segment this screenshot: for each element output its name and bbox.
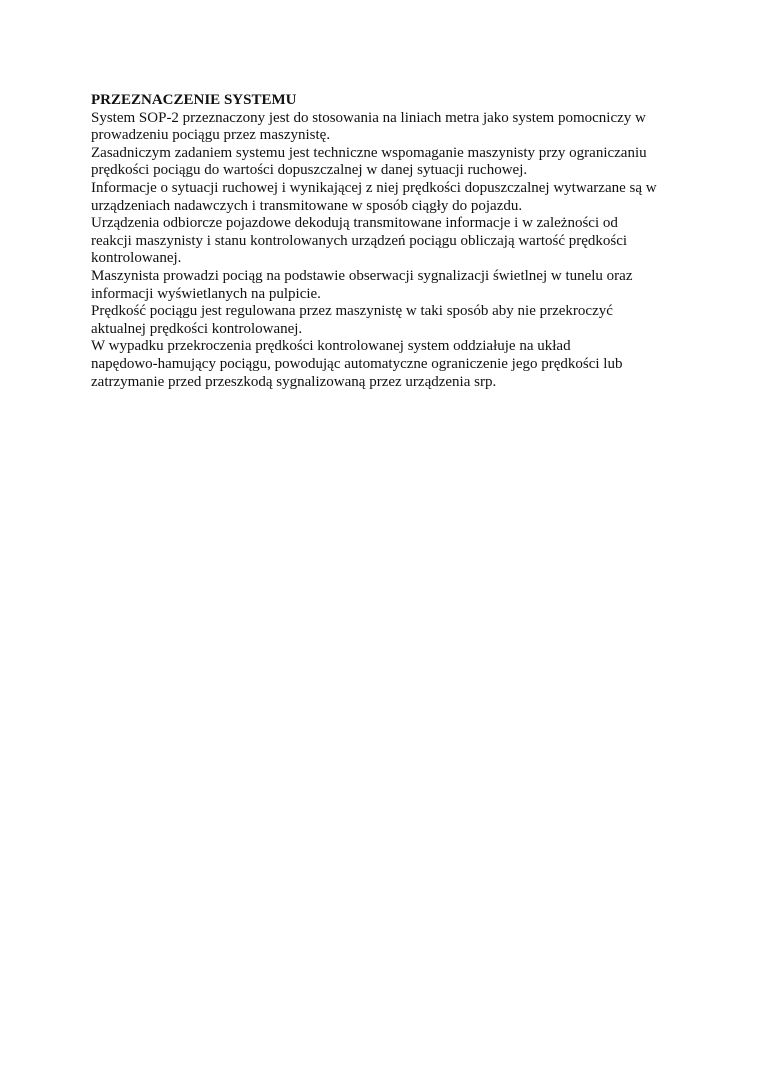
paragraph-line: Zasadniczym zadaniem systemu jest techniczne wspomaganie maszynisty przy ograniczaniu [91, 144, 647, 161]
section-heading: PRZEZNACZENIE SYSTEMU [91, 92, 297, 108]
paragraph-line: W wypadku przekroczenia prędkości kontrolowanej system oddziałuje na układ [91, 338, 571, 355]
paragraph-line: napędowo-hamujący pociągu, powodując automatyczne ograniczenie jego prędkości lub [91, 355, 623, 372]
paragraph-line: Urządzenia odbiorcze pojazdowe dekodują transmitowane informacje i w zależności od [91, 215, 618, 232]
paragraph-line: informacji wyświetlanych na pulpicie. [91, 285, 321, 302]
paragraph-purpose [91, 110, 681, 145]
paragraph-receiver-devices [91, 215, 681, 268]
paragraph-line: urządzeniach nadawczych i transmitowane w sposób ciągły do pojazdu. [91, 197, 523, 214]
paragraph-traffic-info [91, 180, 681, 215]
paragraph-overspeed-action [91, 338, 681, 391]
paragraph-line: Prędkość pociągu jest regulowana przez maszynistę w taki sposób aby nie przekroczyć [91, 303, 613, 320]
paragraph-line: prowadzeniu pociągu przez maszynistę. [91, 127, 331, 144]
paragraph-line: reakcji maszynisty i stanu kontrolowanych urządzeń pociągu obliczają wartość prędkości [91, 232, 628, 249]
paragraph-line: aktualnej prędkości kontrolowanej. [91, 320, 303, 337]
document-body [91, 92, 681, 391]
paragraph-line: zatrzymanie przed przeszkodą sygnalizowaną przez urządzenia srp. [91, 373, 497, 390]
paragraph-main-task [91, 145, 681, 180]
paragraph-line: Maszynista prowadzi pociąg na podstawie obserwacji sygnalizacji świetlnej w tunelu oraz [91, 267, 633, 284]
paragraph-line: System SOP-2 przeznaczony jest do stosowania na liniach metra jako system pomocniczy w [91, 109, 646, 126]
paragraph-line: kontrolowanej. [91, 250, 182, 267]
paragraph-driver-operation [91, 268, 681, 303]
paragraph-speed-regulation [91, 303, 681, 338]
paragraph-line: Informacje o sytuacji ruchowej i wynikającej z niej prędkości dopuszczalnej wytwarzane są w [91, 179, 657, 196]
paragraph-line: prędkości pociągu do wartości dopuszczalnej w danej sytuacji ruchowej. [91, 162, 528, 179]
